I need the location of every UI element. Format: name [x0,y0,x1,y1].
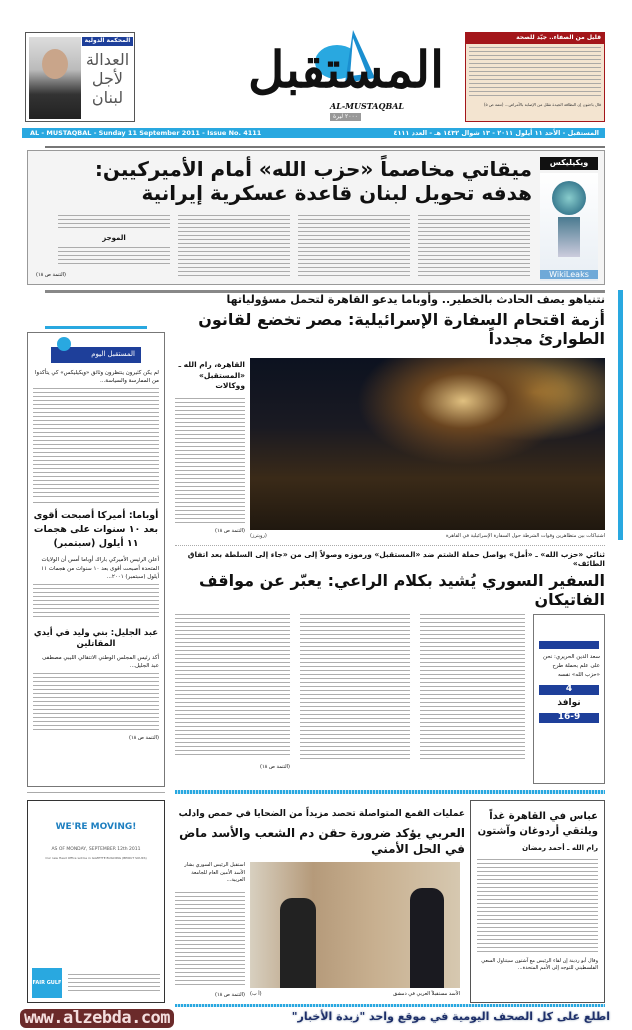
today-logo [51,347,141,363]
story-text: أكد رئيس المجلس الوطني الانتقالي الليبي مصطفى عبد الجليل... [42,655,159,670]
portrait-photo [29,37,81,119]
today-text: لم يكن كثيرون ينتظرون وثائق «ويكيليكس» كي يتأكدوا من الممارسة والسياسة... [35,370,159,385]
abbas-headline: عباس في القاهرة غداً ويلتقي أردوغان وآشتون [477,811,598,837]
lead-headline [36,157,532,205]
league-photo [250,862,460,988]
tribunal-slogan: لبنان [91,88,124,108]
tribunal-slogan: لأجل [91,69,124,89]
windows-box-number: 4 [539,685,599,695]
today-label: المستقبل اليوم [91,350,135,358]
egypt-byline: القاهرة، رام الله ـ «المستقبل» ووكالات [178,360,245,390]
price-tag: ٢٠٠٠ ليرة [330,113,361,121]
ad-line2: Our new Head Office will be in GAZETTE BUILDING (BEIRUT SOUKS) [45,855,147,860]
logo [180,28,450,124]
windows-box-pages: 16-9 [539,713,599,723]
continued-note: (التتمة ص ١٨) [128,734,159,741]
egypt-photo [250,358,605,530]
league-caption: الأسد مستقبلاً العربي في دمشق [393,991,460,997]
abbas-body: وقال أبو ردينة إن لقاء الرئيس مع آشتون سيتناول السعي الفلسطيني للتوجه إلى الأمم المتحدة... [481,957,598,972]
story-text: أعلن الرئيس الأميركي باراك أوباما أمس أن الولايات المتحدة أصبحت أقوى بعد ١٠ سنوات من هجمات ١١ أيلول (سبتمبر) ٢٠٠١... [41,557,159,580]
league-kicker: عمليات القمع المتواصلة تحصد مزيداً من الضحايا في حمص وادلب [178,809,465,819]
windows-box-label: نوافذ [557,698,581,709]
wikileaks-image [540,173,598,281]
dateline-english: AL - MUSTAQBAL - Sunday 11 September 2011 - Issue No. 4111 [30,129,262,137]
lead-subhead: الموجز [102,234,126,242]
egypt-caption: اشتباكات بين متظاهرين وقوات الشرطة حول السفارة الإسرائيلية في القاهرة [445,533,605,539]
logo-arabic: المستقبل [248,40,444,99]
dateline-arabic: المستقبل - الأحد ١١ أيلول ٢٠١١ - ١٣ شوال ١٤٣٢ هـ - العدد ٤١١١ [393,129,599,137]
left-column-box [27,332,165,787]
egypt-headline: أزمة اقتحام السفارة الإسرائيلية: مصر تخضع لقانون الطوارئ مجدداً [198,310,605,348]
abbas-box [470,800,605,1003]
corner-box-title: قليل من الصفاء.. جيّد للصحة [466,33,604,44]
ambassador-continued: (التتمة ص ١٨) [259,764,290,770]
ambassador-kicker: ثنائي «حزب الله» ـ «أمل» يواصل حملة الشتم ضد «المستقبل» ورموزه وصولاً إلى من «جاء إلى السلطة بعد اتفاق الطائف» [187,550,605,568]
ad-title: WE'RE MOVING! [55,822,137,832]
lead-headline-line: ميقاتي مخاصماً «حزب الله» أمام الأميركيين: [94,157,532,181]
dateline-bar [22,128,605,138]
league-credit: (أ ب) [250,991,262,997]
ambassador-headline: السفير السوري يُشيد بكلام الراعي: يعبّر عن مواقف الفاتيكان [199,571,605,609]
windows-box [533,614,605,784]
windows-box-text: سعد الدين الحريري: نحن على علم بحملة طرح «حزب الله» نفسه [543,654,600,678]
story-headline: عبد الجليل: بني وليد في أيدي المقاتلين [33,628,159,650]
wikileaks-logo-text: WikiLeaks [540,270,598,279]
egypt-kicker: نتنياهو يصف الحادث بالخطير.. وأوباما يدعو القاهرة لتحمل مسؤولياتها [226,293,605,306]
story-headline: أوباما: أميركا أصبحت أقوى بعد ١٠ سنوات على هجمات ١١ أيلول (سبتمبر) [33,509,159,549]
ad-line1: AS OF MONDAY, SEPTEMBER 12th 2011 [51,846,141,852]
section-label: ويكيليكس [540,157,598,170]
ad-box [27,800,165,1003]
corner-box-text: قال باحثون إن النظافة الجيدة تقلل من الإصابة بالأمراض... (تتمة ص ٥) [483,101,601,107]
tribunal-slogan: العدالة [85,50,130,69]
footer-text: اطلع على كل الصحف اليومية في موقع واحد "زبدة الأخبار" [291,1010,610,1023]
fair-gulf-logo: FAIR GULF [32,968,62,998]
league-continued: (التتمة ص ١٨) [214,992,245,998]
egypt-continued: (التتمة ص ١٨) [214,528,245,534]
lead-headline-line: هدفه تحويل لبنان قاعدة عسكرية إيرانية [141,181,532,205]
egypt-credit: (رويترز) [250,533,267,539]
logo-latin: AL-MUSTAQBAL [330,101,405,111]
league-body: استقبل الرئيس السوري بشار الأسد الأمين العام للجامعة العربية... [184,862,245,883]
footer-url[interactable]: www.alzebda.com [20,1009,174,1028]
league-headline: العربي يؤكد ضرورة حقن دم الشعب والأسد ماض في الحل الأمني [179,826,465,856]
corner-box [465,32,605,122]
continued-note: (التتمة ص ١٨) [36,272,67,278]
abbas-byline: رام الله ـ أحمد رمضان [522,844,598,852]
lead-story [27,150,605,285]
tribunal-label: المحكمة الدولية [82,37,133,46]
tribunal-box [25,32,135,122]
